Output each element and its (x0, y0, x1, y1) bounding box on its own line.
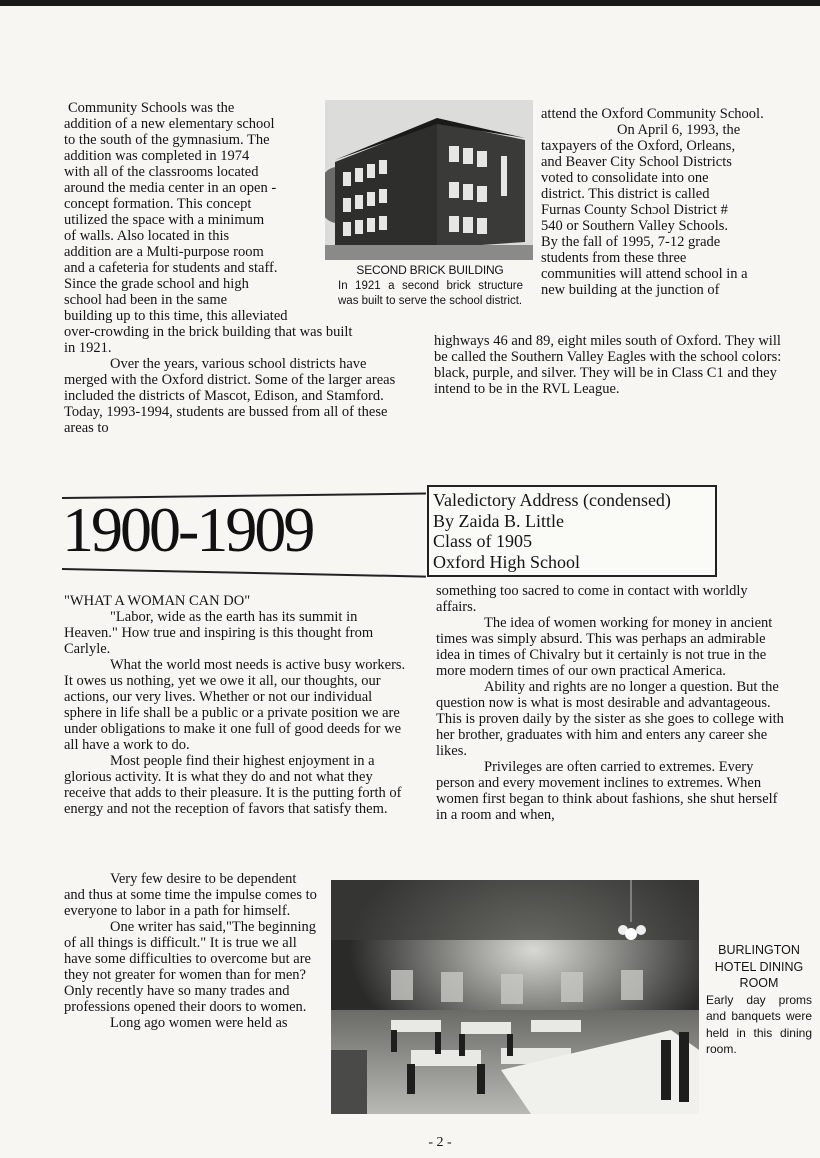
text-line: utilized the space with a minimum (64, 212, 265, 228)
text-line: addition was completed in 1974 (64, 148, 250, 164)
speech-paragraph-8: The idea of women working for money in ancient times was simply absurd. This was perhaps an admirable idea in times of Chivalry but it certainly is not true in the more modern times of our own practical America. (436, 615, 773, 679)
text-line: Since the grade school and high (64, 276, 249, 292)
history-paragraph-2: Over the years, various school districts have merged with the Oxford district. Some of the larger areas included the districts of Mascot, Edison, and Stamford. Today, 1993-1994, students are bussed from all of these areas to (64, 356, 396, 436)
dining-room-caption-title: BURLINGTON HOTEL DINING ROOM (714, 943, 804, 990)
speech-column-left (64, 593, 410, 817)
text-line: around the media center in an open - (64, 180, 277, 196)
text-line: Furnas County Schɔol District # (541, 202, 728, 218)
text-line: in 1921. (64, 340, 112, 356)
history-paragraph-5: highways 46 and 89, eight miles south of Oxford. They will be called the Southern Valley Eagles with the school colors: black, purple, and silver. They will be in Class C1 and they intend to be in the RVL League. (434, 333, 782, 397)
valedictory-author: By Zaida B. Little (433, 510, 564, 531)
burlington-hotel-dining-room-photo (331, 880, 699, 1114)
text-line: with all of the classrooms located (64, 164, 259, 180)
speech-paragraph-10: Privileges are often carried to extremes. Every person and every movement inclines to extremes. When women first began to think about fashions, she shut herself in a room and when, (436, 759, 778, 823)
second-brick-building-photo (325, 100, 533, 260)
history-paragraph-4 (541, 122, 797, 298)
speech-title: "WHAT A WOMAN CAN DO" (64, 593, 251, 609)
text-line: voted to consolidate into one (541, 170, 709, 186)
text-line: over-crowding in the brick building that was built (64, 324, 353, 340)
speech-paragraph-1: "Labor, wide as the earth has its summit in Heaven." How true and inspiring is this thought from Carlyle. (64, 609, 374, 657)
speech-paragraph-3: Most people find their highest enjoyment in a glorious activity. It is what they do and not what they receive that adds to their pleasure. It is the putting forth of energy and not the reception of favors that satisfy them. (64, 753, 402, 817)
building-photo-caption: In 1921 a second brick structure was built to serve the school district. (338, 280, 523, 307)
text-line: and a cafeteria for students and staff. (64, 260, 278, 276)
text-line: and Beaver City School Districts (541, 154, 732, 170)
text-line: Community Schools was the (68, 100, 235, 116)
text-line: concept formation. This concept (64, 196, 252, 212)
history-paragraph-3: attend the Oxford Community School. (541, 106, 764, 122)
building-photo-caption-title: SECOND BRICK BUILDING (356, 263, 504, 277)
text-line: By the fall of 1995, 7-12 grade (541, 234, 721, 250)
text-line: 540 or Southern Valley Schools. (541, 218, 729, 234)
valedictory-school: Oxford High School (433, 551, 580, 572)
history-column-right-upper (541, 106, 797, 298)
text-line: school had been in the same (64, 292, 228, 308)
speech-paragraph-2: What the world most needs is active busy workers. It owes us nothing, yet we owe it all, our thoughts, our actions, our very lives. Whether or not our individual sphere in life shall be a public or a private position we are under obligations to make it one full of good deeds for we all have a work to do. (64, 657, 406, 753)
text-line: communities will attend school in a (541, 266, 748, 282)
dining-room-caption-body: Early day proms and banquets were held in this dining room. (706, 992, 812, 1056)
speech-column-left-narrow (64, 871, 320, 1031)
page-top-border (0, 0, 820, 6)
text-line: addition of a new elementary school (64, 116, 275, 132)
history-column-right-lower (434, 333, 794, 397)
text-line: students from these three (541, 250, 687, 266)
valedictory-info-box (427, 485, 717, 577)
speech-paragraph-6: Long ago women were held as (110, 1015, 288, 1031)
text-line: taxpayers of the Oxford, Orleans, (541, 138, 736, 154)
text-line: building up to this time, this alleviated (64, 308, 288, 324)
text-line: new building at the junction of (541, 282, 720, 298)
speech-paragraph-5: One writer has said,"The beginning of all things is difficult." It is true we all have some difficulties to overcome but are they not greater for women than for men? Only recently have so many trades and professions opened their doors to women. (64, 919, 317, 1015)
speech-paragraph-4: Very few desire to be dependent and thus at some time the impulse comes to everyone to labor in a path for himself. (64, 871, 317, 919)
text-line: of walls. Also located in this (64, 228, 230, 244)
decade-heading: 1900-1909 (62, 494, 313, 565)
text-line: addition are a Multi-purpose room (64, 244, 264, 260)
valedictory-class: Class of 1905 (433, 531, 532, 551)
dining-room-caption (706, 942, 812, 1058)
speech-paragraph-7: something too sacred to come in contact with worldly affairs. (436, 583, 748, 615)
speech-paragraph-9: Ability and rights are no longer a question. But the question now is what is most desirable and advantageous. This is proven daily by the sister as she goes to college with her brother, graduates with him and enters any career she likes. (436, 679, 784, 759)
text-line: district. This district is called (541, 186, 710, 202)
text-line: On April 6, 1993, the (617, 122, 741, 138)
page-number: - 2 - (428, 1135, 452, 1150)
valedictory-title: Valedictory Address (condensed) (433, 490, 671, 510)
text-line: to the south of the gymnasium. The (64, 132, 270, 148)
speech-column-right (436, 583, 788, 823)
